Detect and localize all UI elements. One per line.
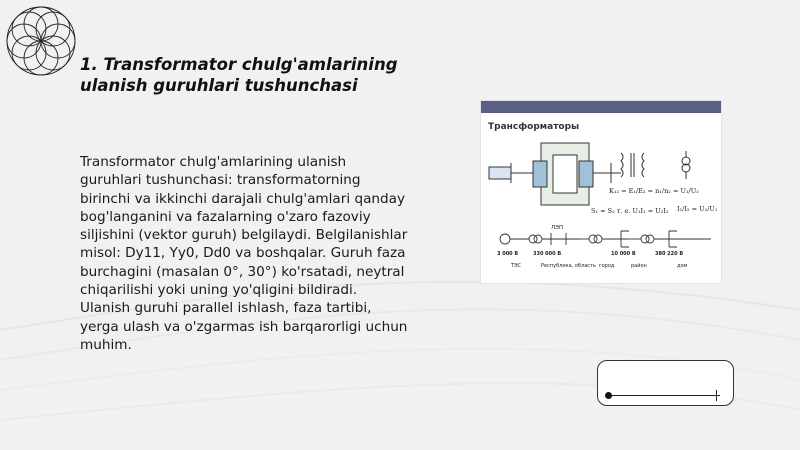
label-n3: город bbox=[599, 263, 615, 269]
spirograph-logo-icon bbox=[4, 4, 78, 78]
widget-dot-icon bbox=[605, 392, 612, 399]
widget-line bbox=[608, 395, 720, 396]
image-title-bar bbox=[481, 101, 721, 113]
transformer-schematic bbox=[481, 131, 721, 281]
image-heading: Трансформаторы bbox=[488, 122, 580, 132]
label-v1: 3 000 В bbox=[497, 251, 519, 257]
transmission-line-icon bbox=[500, 231, 711, 247]
winding-symbol-icon bbox=[621, 151, 690, 179]
formula-k: K₁₂ = E₁/E₂ = n₁/n₂ = U₁/U₂ bbox=[609, 187, 699, 195]
slide-body-text: Transformator chulg'amlarining ulanish guruhlari tushunchasi: transformatorning birinchi va ikkinchi darajali chulg'amlari qanday bog'langanini va fazalarning o'zaro fazoviy siljishini (vektor guruh) belgilaydi. Belgilanishlar misol: Dy11, Yy0, Dd0 va boshqalar. Guruh faza burchagini (masalan 0°, 30°) ko'rsatadi, neytral chiqarilishi yoki uning yo'qligini bildiradi. Ulanish guruhi parallel ishlash, faza tartibi, yerga ulash va o'zgarmas ish barqarorligi uchun muhim. bbox=[80, 154, 408, 353]
line-widget bbox=[597, 360, 734, 406]
widget-tick-icon bbox=[716, 390, 717, 401]
slide-title: 1. Transformator chulg'amlarining ulanish guruhlari tushunchasi bbox=[80, 55, 398, 95]
label-v4: 380 220 В bbox=[655, 251, 684, 257]
label-v3: 10 000 В bbox=[611, 251, 636, 257]
transformer-diagram-image bbox=[481, 101, 721, 283]
formula-i: I₁/I₂ = U₂/U₁ bbox=[677, 205, 718, 213]
label-lep: ЛЭП bbox=[551, 225, 564, 231]
label-n5: дом bbox=[677, 263, 688, 269]
label-n1: ТЭС bbox=[511, 263, 522, 269]
formula-s: S₁ ≈ S₂ т. е. U₁I₁ ≈ U₂I₂ bbox=[591, 207, 669, 215]
transformer-core-icon bbox=[489, 143, 621, 205]
label-v2: 330 000 В bbox=[533, 251, 562, 257]
label-n4: район bbox=[631, 263, 647, 269]
label-n2: Республика, область bbox=[541, 263, 596, 269]
